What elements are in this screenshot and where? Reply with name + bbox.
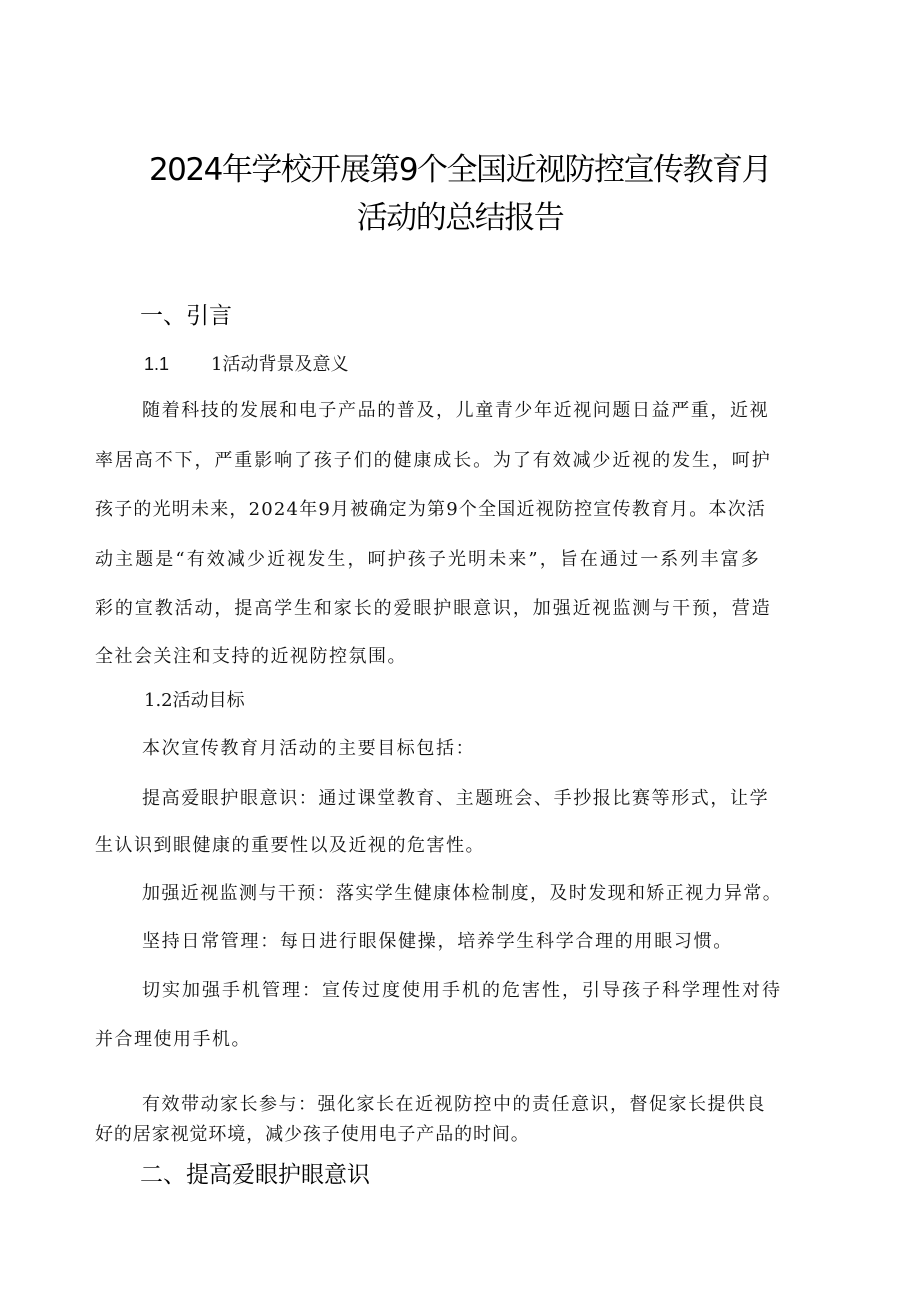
section-2-heading: 二、提高爱眼护眼意识 — [140, 1162, 370, 1188]
goal-line: 切实加强手机管理：宣传过度使用手机的危害性，引导孩子科学理性对待 — [142, 980, 782, 1001]
section-1-heading: 一、引言 — [140, 303, 232, 329]
subsection-1-2-heading: 1.2活动目标 — [144, 690, 245, 711]
paragraph-line: 率居高不下，严重影响了孩子们的健康成长。为了有效减少近视的发生，呵护 — [95, 450, 772, 471]
paragraph-line: 彩的宣教活动，提高学生和家长的爱眼护眼意识，加强近视监测与干预，营造 — [95, 598, 772, 619]
paragraph-line: 孩子的光明未来，2024年9月被确定为第9个全国近视防控宣传教育月。本次活 — [95, 499, 767, 520]
paragraph-line: 全社会关注和支持的近视防控氛围。 — [95, 646, 407, 667]
subsection-1-1-label: 1活动背景及意义 — [211, 354, 349, 375]
goal-item: 加强近视监测与干预：落实学生健康体检制度，及时发现和矫正视力异常。 — [142, 883, 783, 904]
paragraph-line: 随着科技的发展和电子产品的普及，儿童青少年近视问题日益严重，近视 — [142, 400, 770, 421]
goal-item: 坚持日常管理：每日进行眼保健操，培养学生科学合理的用眼习惯。 — [142, 931, 733, 952]
subsection-1-1-heading — [144, 351, 348, 378]
goal-line: 提高爱眼护眼意识：通过课堂教育、主题班会、手抄报比赛等形式，让学 — [142, 788, 770, 809]
paragraph-line: 动主题是“有效减少近视发生，呵护孩子光明未来”，旨在通过一系列丰富多 — [95, 549, 761, 570]
document-title-line-1: 2024年学校开展第9个全国近视防控宣传教育月 — [148, 152, 772, 188]
goal-line: 好的居家视觉环境，减少孩子使用电子产品的时间。 — [95, 1124, 530, 1145]
subsection-1-1-number: 1.1 — [144, 354, 170, 374]
goal-line: 生认识到眼健康的重要性以及近视的危害性。 — [95, 835, 485, 856]
goal-line: 有效带动家长参与：强化家长在近视防控中的责任意识，督促家长提供良 — [142, 1094, 766, 1115]
goals-intro: 本次宣传教育月活动的主要目标包括： — [142, 738, 476, 759]
goal-line: 并合理使用手机。 — [95, 1029, 251, 1050]
document-title-line-2: 活动的总结报告 — [356, 200, 564, 236]
